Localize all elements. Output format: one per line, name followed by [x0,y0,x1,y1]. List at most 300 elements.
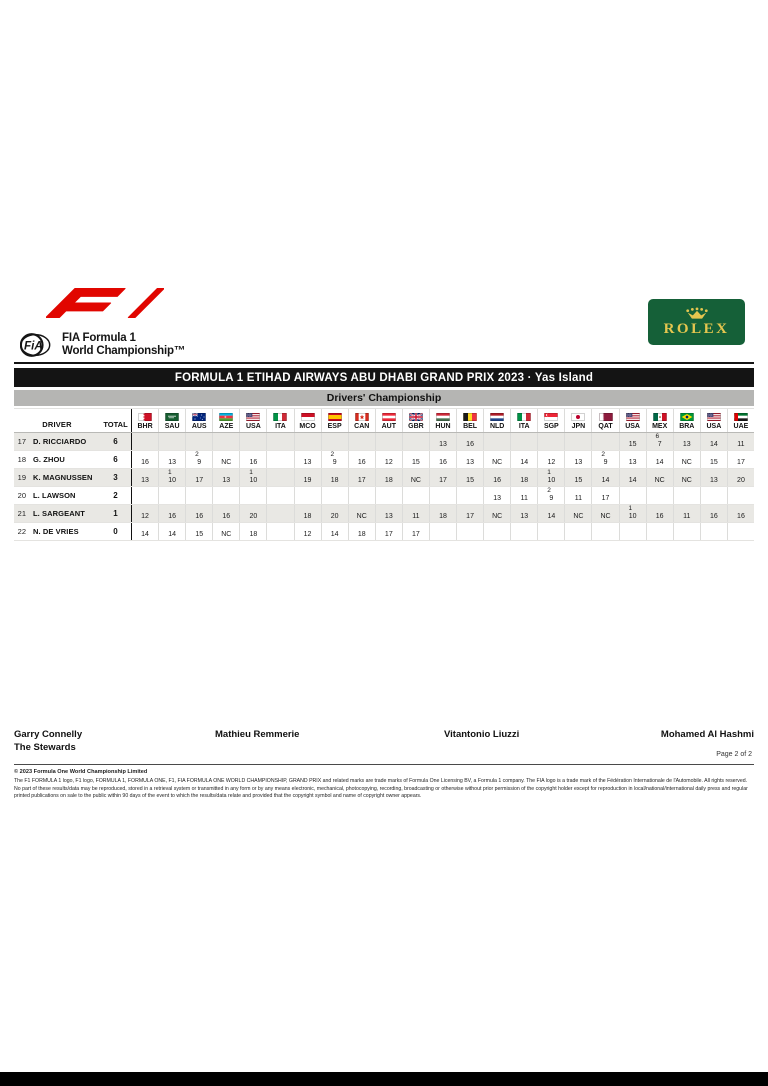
result-cell [131,487,158,504]
finish-position: NC [492,513,503,520]
finish-position: 17 [439,477,447,484]
result-cell [564,469,591,486]
finish-position: 10 [628,513,637,520]
mex-flag-icon [653,413,667,421]
finish-position: NC [573,513,584,520]
rolex-logo [648,299,745,345]
finish-position: 16 [439,459,447,466]
finish-position: 20 [330,513,339,520]
finish-position: 16 [249,459,258,466]
result-cell [564,487,591,504]
finish-position: 13 [682,441,691,448]
result-cell [185,451,212,468]
event-points: 2 [601,451,605,458]
result-cell [456,469,483,486]
finish-position: 14 [141,531,149,538]
race-code: HUN [435,423,451,430]
result-cell [456,487,483,504]
uae-flag-icon [734,413,748,421]
result-cell [591,487,618,504]
race-column-header-2-sau [158,409,185,432]
race-code: QAT [598,423,613,430]
result-cell [564,433,591,450]
race-code: SGP [543,423,559,430]
finish-position: NC [221,459,232,466]
driver-name: D. RICCIARDO [33,437,87,446]
stewards-signatures [14,729,754,757]
result-cell [673,523,700,540]
result-cell [158,469,185,486]
result-cell [239,433,266,450]
aze-flag-icon [219,413,233,421]
result-cell [727,505,754,522]
finish-position: 12 [547,459,556,466]
result-cell [727,451,754,468]
result-cell [591,505,618,522]
finish-position: 15 [628,441,637,448]
race-column-header-10-aut [375,409,402,432]
finish-position: 16 [195,513,204,520]
finish-position: 13 [439,441,447,448]
finish-position: NC [600,513,611,520]
result-cell [483,487,510,504]
race-code: BHR [137,423,153,430]
finish-position: 13 [520,513,529,520]
total-points: 3 [113,473,118,482]
race-code: MEX [652,423,668,430]
finish-position: 9 [603,459,608,466]
result-cell [294,487,321,504]
result-cell [564,523,591,540]
finish-position: 13 [709,477,718,484]
race-code: BEL [463,423,478,430]
result-cell [700,523,727,540]
sau-flag-icon [165,413,179,421]
finish-position: 11 [520,495,528,502]
result-cell [646,433,673,450]
result-cell [537,505,564,522]
finish-position: 13 [168,459,177,466]
finish-position: 9 [332,459,337,466]
race-column-header-6-ita [266,409,293,432]
usa-flag-icon [707,413,721,421]
finish-position: 14 [655,459,664,466]
result-cell [591,433,618,450]
race-code: BRA [679,423,695,430]
race-column-header-19-usa [619,409,646,432]
rolex-crown-icon [684,307,710,320]
finish-position: NC [681,477,692,484]
event-points: 1 [249,469,253,476]
usa-flag-icon [246,413,260,421]
driver-row-20 [14,487,754,505]
result-cell [429,469,456,486]
result-cell [131,505,158,522]
event-points: 1 [167,469,172,476]
finish-position: 17 [357,477,366,484]
result-cell [537,487,564,504]
total-points: 6 [113,455,118,464]
finish-position: 16 [709,513,718,520]
race-code: GBR [408,423,424,430]
result-cell [131,451,158,468]
result-cell [185,433,212,450]
result-cell [212,523,239,540]
sgp-flag-icon [544,413,558,421]
race-column-header-9-can [348,409,375,432]
standings-table [14,408,754,541]
result-cell [375,469,402,486]
result-cell [619,469,646,486]
copyright-text: The F1 FORMULA 1 logo, F1 logo, FORMULA 1, FORMULA ONE, F1, FIA FORMULA ONE WORLD CHAMPIONSHIP, GRAND PRIX and related marks are trade marks of Formula One Licensing BV, a Formula 1 company. The FIA logo is a trade mark of the Fédération Internationale de l'Automobile. All rights reserved. [14,777,748,784]
result-cell [429,451,456,468]
result-cell [727,469,754,486]
result-cell [294,505,321,522]
result-cell [212,433,239,450]
finish-position: 10 [547,477,556,484]
finish-position: 18 [303,513,312,520]
result-cell [619,523,646,540]
race-code: AZE [219,423,234,430]
result-cell [131,469,158,486]
result-cell [646,523,673,540]
result-cell [294,469,321,486]
finish-position: 7 [657,441,662,448]
driver-row-17 [14,433,754,451]
finish-position: 12 [141,513,149,520]
finish-position: 19 [303,477,312,484]
race-code: MCO [299,423,316,430]
result-cell [700,433,727,450]
event-points: 2 [330,451,335,458]
result-cell [700,451,727,468]
finish-position: 9 [549,495,554,502]
result-cell [158,451,185,468]
jpn-flag-icon [571,413,585,421]
header-divider [14,362,754,364]
result-cell [564,451,591,468]
total-column-header: TOTAL [103,420,128,429]
esp-flag-icon [328,413,342,421]
finish-position: 13 [466,459,474,466]
finish-position: 13 [222,477,231,484]
steward-name: Vitantonio Liuzzi [444,729,520,740]
result-cell [321,451,348,468]
result-cell [239,487,266,504]
hun-flag-icon [436,413,450,421]
finish-position: 16 [168,513,177,520]
finish-position: 14 [601,477,610,484]
result-cell [402,451,429,468]
finish-position: 14 [709,441,718,448]
fia-title-line1: FIA Formula 1 [62,332,136,345]
result-cell [294,433,321,450]
result-cell [456,433,483,450]
race-column-header-1-bhr [131,409,158,432]
section-title: Drivers' Championship [326,392,442,404]
race-code: NLD [489,423,505,430]
position-cell: 20 [17,491,26,500]
finish-position: 14 [547,513,556,520]
finish-position: 12 [384,459,393,466]
result-cell [591,523,618,540]
race-column-header-15-ita [510,409,537,432]
f1-logo-icon [46,276,164,330]
result-cell [510,469,537,486]
result-cell [239,469,266,486]
result-cell [266,487,293,504]
result-cell [239,451,266,468]
result-cell [348,523,375,540]
finish-position: 9 [197,459,202,466]
result-cell [646,469,673,486]
race-column-header-21-bra [673,409,700,432]
result-cell [212,469,239,486]
result-cell [483,523,510,540]
result-cell [700,469,727,486]
finish-position: 20 [249,513,258,520]
finish-position: 13 [628,459,637,466]
race-column-header-20-mex [646,409,673,432]
finish-position: 10 [168,477,177,484]
result-cell [564,505,591,522]
bra-flag-icon [680,413,694,421]
bel-flag-icon [463,413,477,421]
result-cell [348,505,375,522]
finish-position: 13 [141,477,149,484]
can-flag-icon [355,413,369,421]
result-cell [537,433,564,450]
finish-position: 13 [493,495,502,502]
result-cell [510,505,537,522]
finish-position: 16 [466,441,474,448]
result-cell [483,505,510,522]
result-cell [619,451,646,468]
result-cell [646,505,673,522]
result-cell [158,433,185,450]
result-cell [727,487,754,504]
driver-name: L. LAWSON [33,491,76,500]
finish-position: NC [221,531,232,538]
race-column-header-17-jpn [564,409,591,432]
finish-position: 13 [303,459,312,466]
race-column-header-5-usa [239,409,266,432]
race-code: AUS [191,423,207,430]
result-cell [591,469,618,486]
result-cell [619,505,646,522]
finish-position: 17 [412,531,420,538]
steward-name: Mathieu Remmerie [215,729,300,740]
result-cell [673,487,700,504]
result-cell [212,505,239,522]
fia-branding [20,331,185,359]
copyright-block [14,769,756,801]
result-cell [348,433,375,450]
result-cell [429,523,456,540]
result-cell [375,433,402,450]
finish-position: NC [681,459,692,466]
race-code: USA [625,423,640,430]
position-cell: 19 [17,473,26,482]
finish-position: 17 [601,495,610,502]
finish-position: 18 [357,531,366,538]
race-column-header-13-bel [456,409,483,432]
finish-position: 14 [168,531,177,538]
table-body [14,433,754,541]
result-cell [619,433,646,450]
result-cell [456,451,483,468]
result-cell [185,523,212,540]
result-cell [266,523,293,540]
result-cell [321,505,348,522]
race-code: CAN [354,423,370,430]
finish-position: 13 [574,459,583,466]
result-cell [510,523,537,540]
result-cell [348,469,375,486]
race-column-header-8-esp [321,409,348,432]
result-cell [375,523,402,540]
driver-row-19 [14,469,754,487]
total-points: 1 [113,509,118,518]
result-cell [537,523,564,540]
gbr-flag-icon [409,413,423,421]
finish-position: 16 [357,459,366,466]
finish-position: 11 [737,441,745,448]
driver-name: K. MAGNUSSEN [33,473,93,482]
total-points: 6 [113,437,118,446]
table-header-row [14,408,754,433]
fia-title-line2: World Championship™ [62,345,186,357]
result-cell [646,451,673,468]
result-cell [483,451,510,468]
result-cell [348,487,375,504]
result-cell [375,451,402,468]
result-cell [402,505,429,522]
result-cell [212,487,239,504]
result-cell [619,487,646,504]
result-cell [456,505,483,522]
race-code: ITA [275,423,286,430]
result-cell [321,523,348,540]
result-cell [537,469,564,486]
finish-position: 14 [628,477,637,484]
result-cell [673,433,700,450]
result-cell [510,451,537,468]
result-cell [131,523,158,540]
mco-flag-icon [301,413,315,421]
finish-position: 17 [384,531,393,538]
finish-position: NC [410,477,421,484]
result-cell [456,523,483,540]
result-cell [510,487,537,504]
finish-position: 15 [466,477,474,484]
event-points: 6 [655,433,660,440]
ita-flag-icon [517,413,531,421]
result-cell [402,469,429,486]
finish-position: NC [356,513,367,520]
finish-position: 16 [141,459,149,466]
race-column-header-18-qat [591,409,618,432]
finish-position: 15 [709,459,718,466]
total-points: 2 [113,491,118,500]
result-cell [266,451,293,468]
race-code: AUT [381,423,397,430]
race-column-header-3-aus [185,409,212,432]
bhr-flag-icon [138,413,152,421]
driver-name: G. ZHOU [33,455,65,464]
result-cell [131,433,158,450]
driver-row-18 [14,451,754,469]
result-cell [510,433,537,450]
finish-position: 15 [195,531,204,538]
finish-position: 12 [303,531,312,538]
race-column-header-14-nld [483,409,510,432]
event-points: 1 [547,469,551,476]
finish-position: 15 [412,459,420,466]
event-title: FORMULA 1 ETIHAD AIRWAYS ABU DHABI GRAND PRIX 2023 · Yas Island [174,371,594,384]
finish-position: 17 [195,477,204,484]
result-cell [294,523,321,540]
race-column-header-7-mco [294,409,321,432]
race-code: ESP [327,423,342,430]
driver-column-header: DRIVER [42,420,72,429]
position-cell: 22 [17,527,26,536]
result-cell [239,523,266,540]
result-cell [185,487,212,504]
race-code: USA [706,423,722,430]
driver-row-22 [14,523,754,541]
result-cell [158,523,185,540]
race-column-header-22-usa [700,409,727,432]
finish-position: 11 [412,513,420,520]
result-cell [266,469,293,486]
result-cell [537,451,564,468]
finish-position: 16 [655,513,664,520]
result-cell [239,505,266,522]
f1-logo [46,276,164,330]
result-cell [321,433,348,450]
qat-flag-icon [599,413,613,421]
aus-flag-icon [192,413,206,421]
result-cell [375,487,402,504]
result-cell [185,469,212,486]
event-title-bar [14,368,754,387]
result-cell [700,505,727,522]
rolex-wordmark: ROLEX [663,320,730,337]
result-cell [348,451,375,468]
position-cell: 21 [17,509,26,518]
finish-position: 18 [439,513,447,520]
result-cell [185,505,212,522]
finish-position: 11 [574,495,583,502]
usa-flag-icon [626,413,640,421]
race-column-header-11-gbr [402,409,429,432]
result-cell [483,433,510,450]
driver-row-21 [14,505,754,523]
finish-position: 14 [330,531,339,538]
result-cell [375,505,402,522]
result-cell [673,469,700,486]
finish-position: 16 [737,513,745,520]
result-cell [673,505,700,522]
result-cell [727,433,754,450]
finish-position: 16 [222,513,231,520]
event-points: 2 [195,451,199,458]
ita-flag-icon [273,413,287,421]
steward-name: Garry Connelly The Stewards [14,729,83,753]
page-number: Page 2 of 2 [716,751,752,758]
result-cell [429,487,456,504]
